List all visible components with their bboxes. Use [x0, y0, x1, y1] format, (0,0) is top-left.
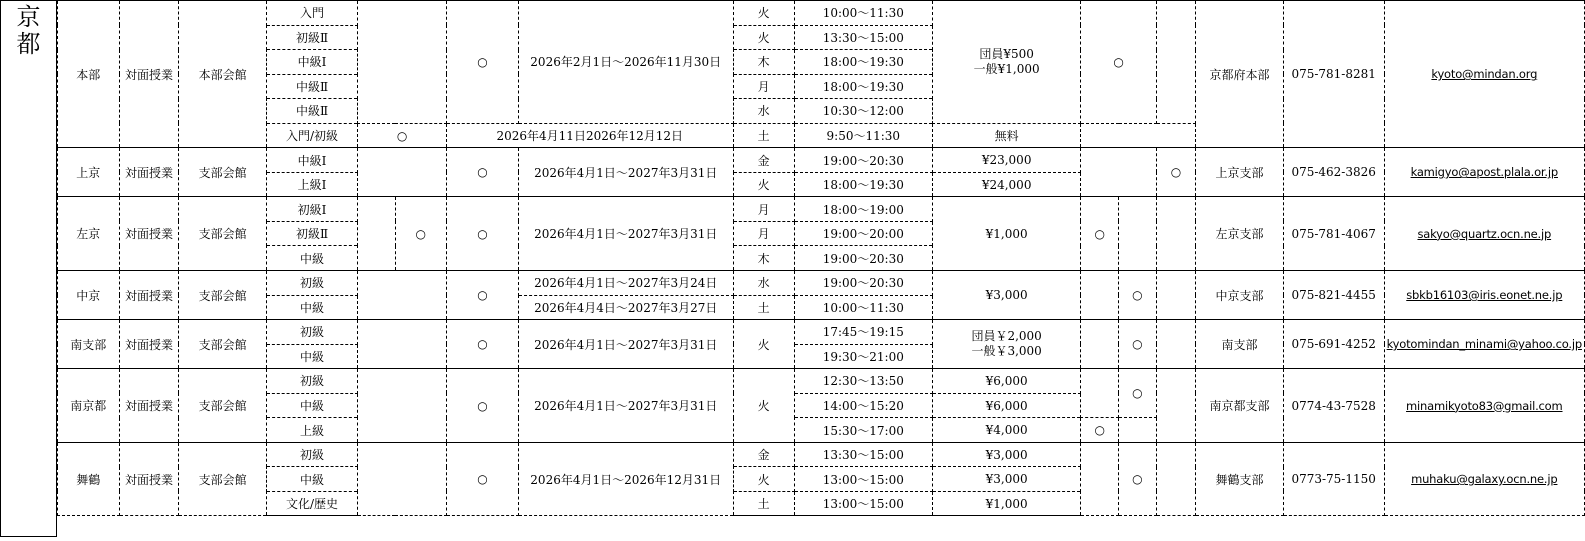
level: 中級: [266, 344, 357, 369]
phone: 075-821-4455: [1283, 271, 1384, 320]
time: 9:50～11:30: [794, 123, 932, 148]
circle-mark: ○: [1119, 271, 1157, 320]
fee: ¥23,000: [932, 148, 1081, 173]
class-format: 対面授業: [119, 271, 179, 320]
period: 2026年4月1日～2027年3月31日: [518, 148, 733, 197]
phone: 075-462-3826: [1283, 148, 1384, 197]
period: 2026年4月1日～2026年12月31日: [518, 442, 733, 516]
time: 13:00～15:00: [794, 467, 932, 492]
time: 19:00～20:30: [794, 246, 932, 271]
fee: ¥3,000: [932, 467, 1081, 492]
email-link[interactable]: sbkb16103@iris.eonet.ne.jp: [1384, 271, 1584, 320]
fee: 団員￥2,000 一般￥3,000: [932, 320, 1081, 369]
fee: ¥1,000: [932, 491, 1081, 516]
period: 2026年4月1日～2027年3月24日: [518, 271, 733, 296]
email-link[interactable]: minamikyoto83@gmail.com: [1384, 369, 1584, 443]
class-format: 対面授業: [119, 197, 179, 271]
fee: ¥1,000: [932, 197, 1081, 271]
table-row: [58, 197, 1585, 222]
time: 14:00～15:20: [794, 393, 932, 418]
weekday: 木: [733, 246, 794, 271]
circle-mark: ○: [446, 320, 518, 369]
time: 19:00～20:30: [794, 148, 932, 173]
period: 2026年4月4日～2027年3月27日: [518, 295, 733, 320]
time: 13:30～15:00: [794, 442, 932, 467]
fee: ¥6,000: [932, 393, 1081, 418]
email-link[interactable]: kyotomindan_minami@yahoo.co.jp: [1384, 320, 1584, 369]
phone: 075-691-4252: [1283, 320, 1384, 369]
fee: ¥4,000: [932, 418, 1081, 443]
email-link[interactable]: kamigyo@apost.plala.or.jp: [1384, 148, 1584, 197]
level: 初級: [266, 442, 357, 467]
weekday: 土: [733, 123, 794, 148]
time: 19:30～21:00: [794, 344, 932, 369]
time: 10:00～11:30: [794, 295, 932, 320]
circle-mark: ○: [1081, 1, 1156, 124]
time: 10:30～12:00: [794, 99, 932, 124]
table-row: [58, 148, 1585, 173]
phone: 075-781-4067: [1283, 197, 1384, 271]
weekday: 月: [733, 197, 794, 222]
branch-name: 中京: [58, 271, 120, 320]
circle-mark: ○: [358, 123, 447, 148]
office: 左京支部: [1196, 197, 1284, 271]
weekday: 火: [733, 1, 794, 26]
circle-mark: ○: [446, 442, 518, 516]
period: 2026年4月11日2026年12月12日: [446, 123, 733, 148]
email-link[interactable]: kyoto@mindan.org: [1384, 1, 1584, 148]
level: 中級Ⅰ: [266, 50, 357, 75]
office: 南京都支部: [1196, 369, 1284, 443]
weekday: 土: [733, 295, 794, 320]
weekday: 金: [733, 442, 794, 467]
level: 初級: [266, 320, 357, 345]
email-link[interactable]: sakyo@quartz.ocn.ne.jp: [1384, 197, 1584, 271]
table-row: [58, 271, 1585, 296]
weekday: 金: [733, 148, 794, 173]
time: 19:00～20:30: [794, 271, 932, 296]
time: 12:30～13:50: [794, 369, 932, 394]
level: 中級Ⅱ: [266, 99, 357, 124]
fee: ¥3,000: [932, 442, 1081, 467]
level: 中級Ⅱ: [266, 74, 357, 99]
period: 2026年2月1日～2026年11月30日: [518, 1, 733, 124]
time: 15:30～17:00: [794, 418, 932, 443]
table-row: [58, 369, 1585, 394]
time: 18:00～19:00: [794, 197, 932, 222]
level: 中級: [266, 295, 357, 320]
time: 18:00～19:30: [794, 172, 932, 197]
venue: 支部会館: [179, 369, 266, 443]
circle-mark: ○: [1119, 442, 1157, 516]
weekday: 火: [733, 25, 794, 50]
level: 中級: [266, 467, 357, 492]
fee: 無料: [932, 123, 1081, 148]
phone: 075-781-8281: [1283, 1, 1384, 148]
circle-mark: ○: [446, 1, 518, 124]
class-format: 対面授業: [119, 369, 179, 443]
fee: ¥24,000: [932, 172, 1081, 197]
circle-mark: ○: [1156, 148, 1196, 197]
circle-mark: ○: [446, 197, 518, 271]
weekday: 火: [733, 320, 794, 369]
level: 上級Ⅰ: [266, 172, 357, 197]
class-format: 対面授業: [119, 320, 179, 369]
level: 初級: [266, 369, 357, 394]
time: 13:30～15:00: [794, 25, 932, 50]
table-row: [58, 1, 1585, 26]
weekday: 水: [733, 99, 794, 124]
level: 中級Ⅰ: [266, 148, 357, 173]
phone: 0773-75-1150: [1283, 442, 1384, 516]
level: 上級: [266, 418, 357, 443]
branch-name: 左京: [58, 197, 120, 271]
email-link[interactable]: muhaku@galaxy.ocn.ne.jp: [1384, 442, 1584, 516]
venue: 支部会館: [179, 320, 266, 369]
level: 初級Ⅱ: [266, 221, 357, 246]
circle-mark: ○: [1081, 197, 1119, 271]
venue: 支部会館: [179, 197, 266, 271]
weekday: 木: [733, 50, 794, 75]
weekday: 火: [733, 172, 794, 197]
circle-mark: ○: [395, 197, 446, 271]
prefecture-label: 京 都: [0, 0, 57, 537]
fee: 団員¥500 一般¥1,000: [932, 1, 1081, 124]
time: 18:00～19:30: [794, 74, 932, 99]
weekday: 火: [733, 369, 794, 443]
class-format: 対面授業: [119, 148, 179, 197]
branch-name: 本部: [58, 1, 120, 148]
venue: 本部会館: [179, 1, 266, 148]
period: 2026年4月1日～2027年3月31日: [518, 197, 733, 271]
weekday: 土: [733, 491, 794, 516]
venue: 支部会館: [179, 442, 266, 516]
circle-mark: ○: [446, 271, 518, 320]
level: 入門: [266, 1, 357, 26]
level: 入門/初級: [266, 123, 357, 148]
table-row: [58, 442, 1585, 467]
circle-mark: ○: [1119, 369, 1157, 418]
branch-name: 舞鶴: [58, 442, 120, 516]
weekday: 月: [733, 221, 794, 246]
weekday: 火: [733, 467, 794, 492]
level: 中級: [266, 246, 357, 271]
office: 南支部: [1196, 320, 1284, 369]
period: 2026年4月1日～2027年3月31日: [518, 320, 733, 369]
circle-mark: ○: [1119, 320, 1157, 369]
level: 初級Ⅰ: [266, 197, 357, 222]
period: 2026年4月1日～2027年3月31日: [518, 369, 733, 443]
class-schedule-table: [57, 0, 1585, 516]
circle-mark: ○: [446, 369, 518, 443]
office: 舞鶴支部: [1196, 442, 1284, 516]
time: 17:45～19:15: [794, 320, 932, 345]
circle-mark: ○: [1081, 418, 1119, 443]
level: 文化/歴史: [266, 491, 357, 516]
fee: ¥6,000: [932, 369, 1081, 394]
time: 10:00～11:30: [794, 1, 932, 26]
circle-mark: ○: [446, 148, 518, 197]
branch-name: 南京都: [58, 369, 120, 443]
time: 18:00～19:30: [794, 50, 932, 75]
class-format: 対面授業: [119, 442, 179, 516]
class-format: 対面授業: [119, 1, 179, 148]
venue: 支部会館: [179, 271, 266, 320]
time: 13:00～15:00: [794, 491, 932, 516]
level: 初級Ⅱ: [266, 25, 357, 50]
office: 中京支部: [1196, 271, 1284, 320]
weekday: 月: [733, 74, 794, 99]
level: 初級: [266, 271, 357, 296]
office: 上京支部: [1196, 148, 1284, 197]
weekday: 水: [733, 271, 794, 296]
table-row: [58, 320, 1585, 345]
level: 中級: [266, 393, 357, 418]
phone: 0774-43-7528: [1283, 369, 1384, 443]
branch-name: 上京: [58, 148, 120, 197]
venue: 支部会館: [179, 148, 266, 197]
office: 京都府本部: [1196, 1, 1284, 148]
time: 19:00～20:00: [794, 221, 932, 246]
fee: ¥3,000: [932, 271, 1081, 320]
branch-name: 南支部: [58, 320, 120, 369]
